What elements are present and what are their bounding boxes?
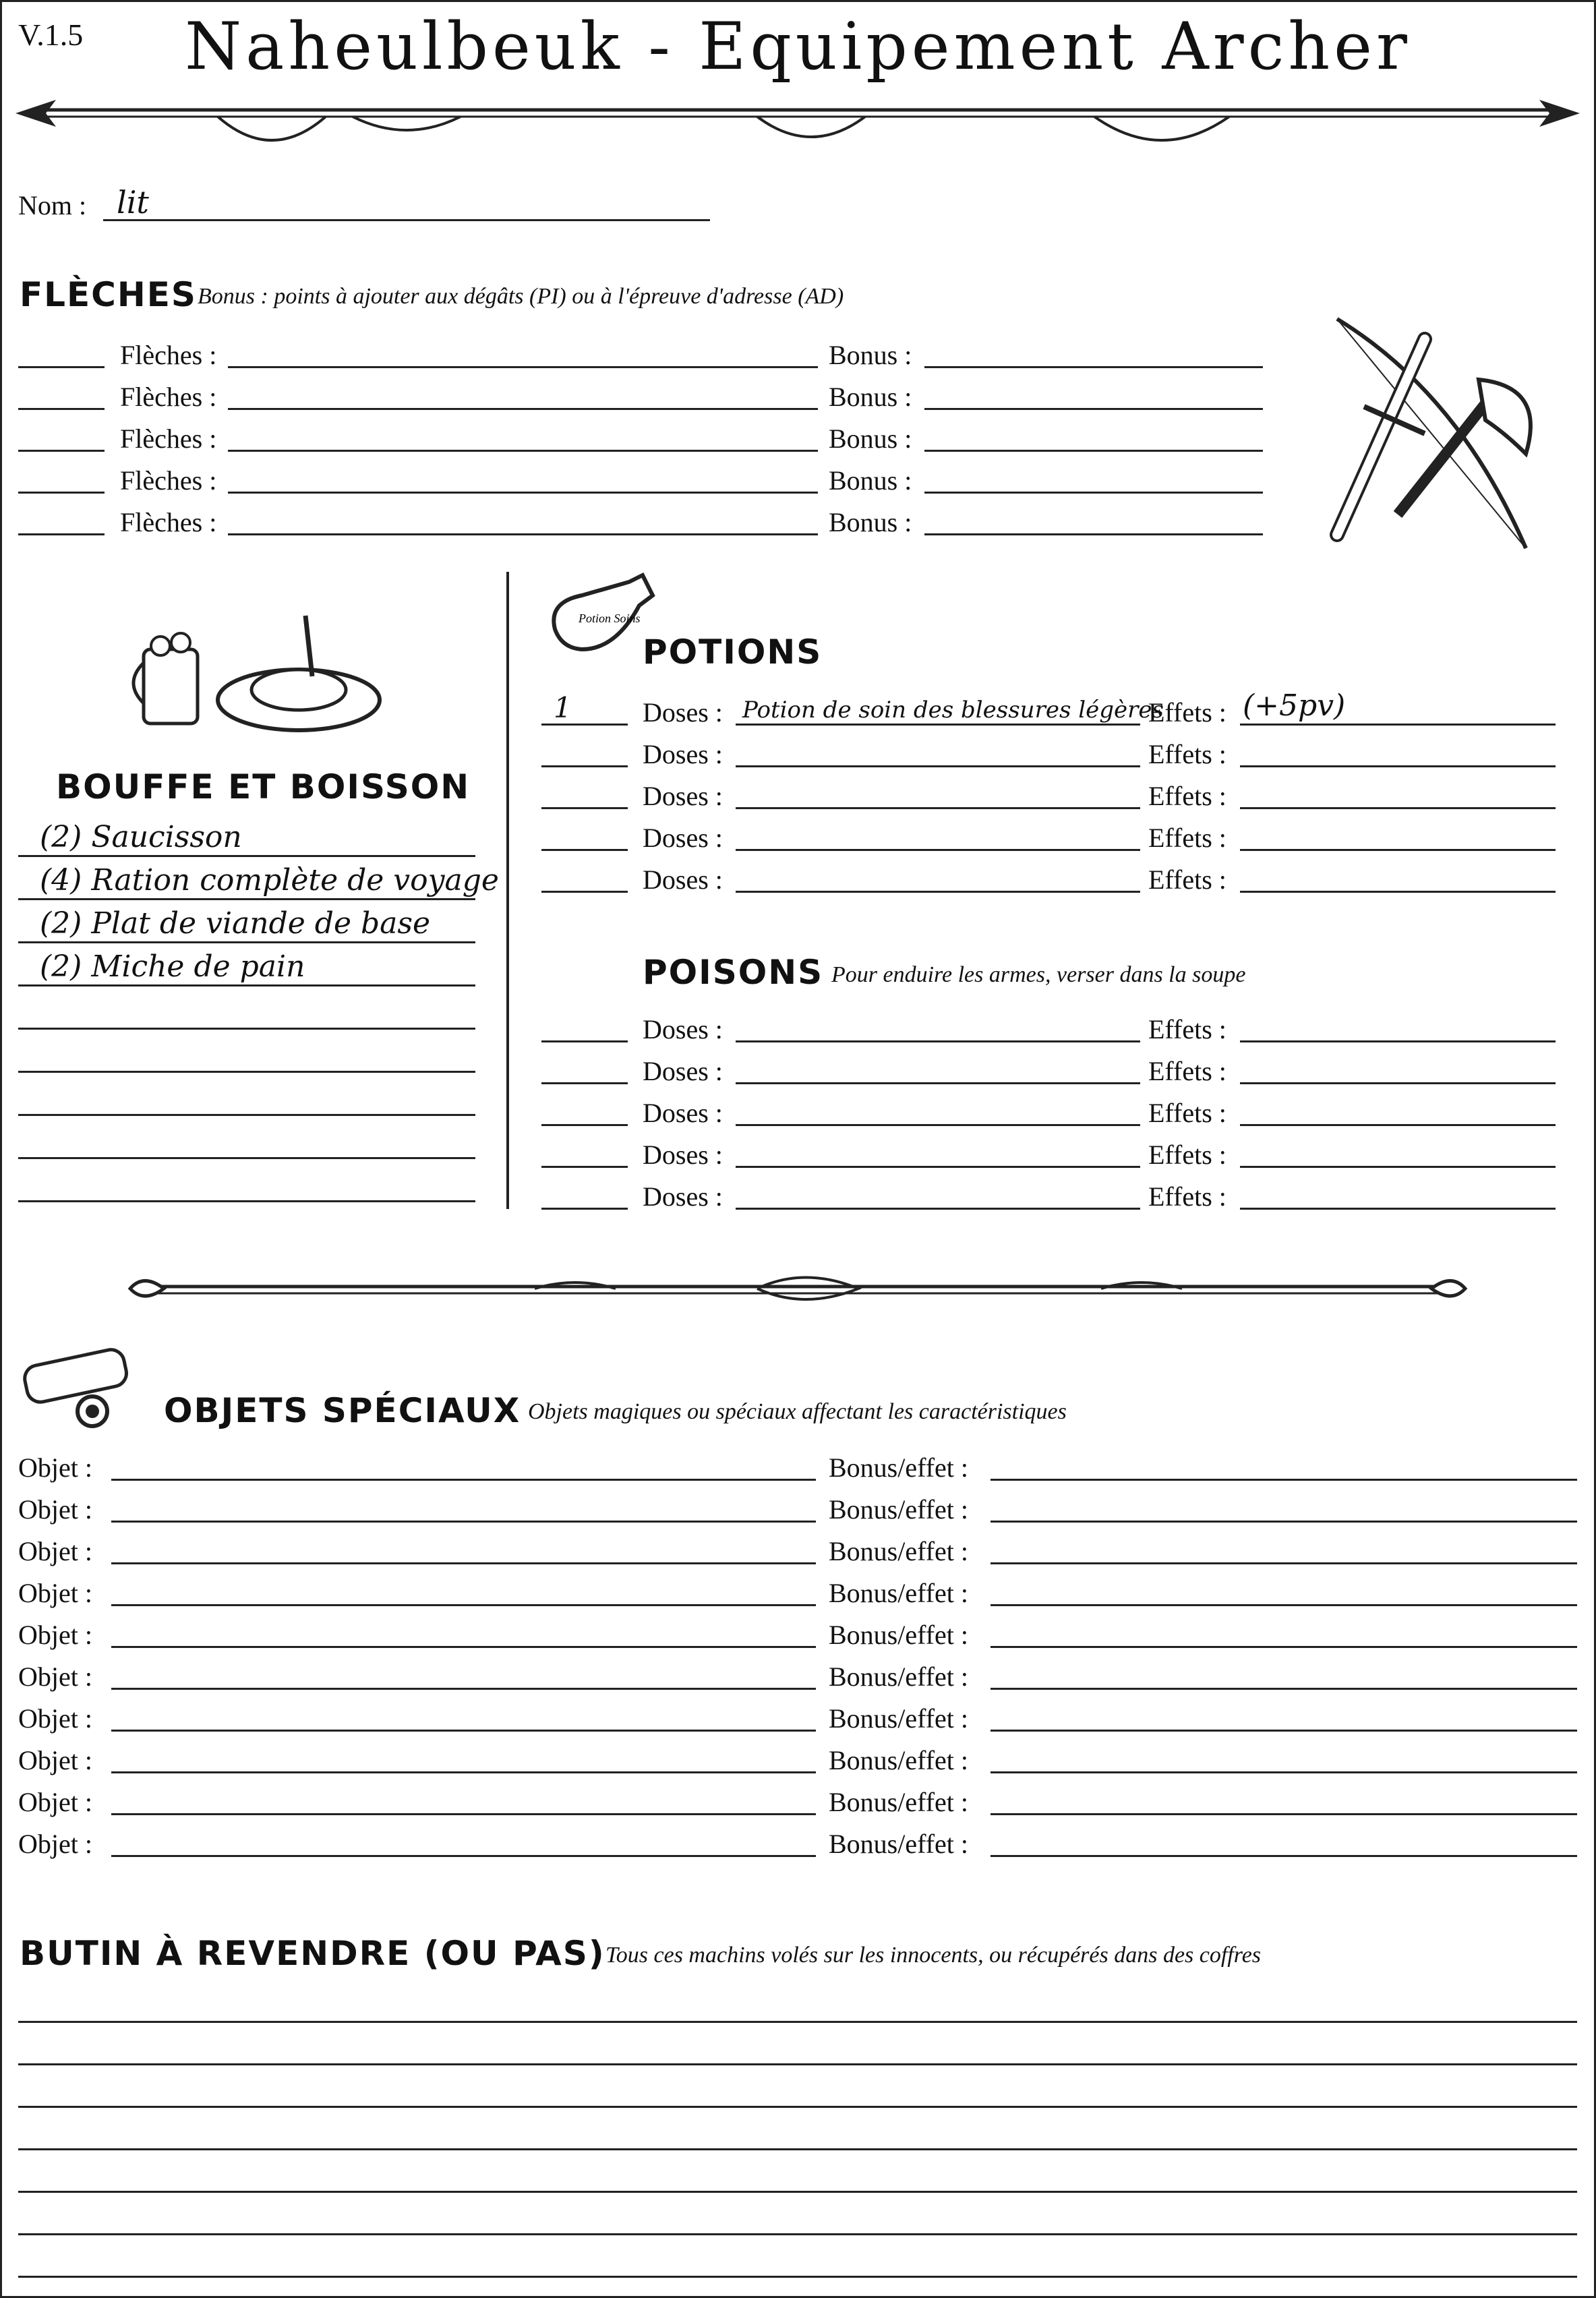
butin-line[interactable] — [18, 2021, 1577, 2023]
poisons-qty-field[interactable] — [541, 1082, 628, 1084]
potions-doses-label: Doses : — [643, 739, 723, 769]
poisons-effect-field[interactable] — [1240, 1166, 1556, 1168]
objet-field[interactable] — [111, 1771, 816, 1773]
fleches-name-field[interactable] — [228, 408, 818, 410]
fleches-label: Flèches : — [120, 423, 217, 454]
objet-field[interactable] — [111, 1730, 816, 1732]
fleches-name-field[interactable] — [228, 450, 818, 452]
objet-bonus-label: Bonus/effet : — [829, 1661, 969, 1692]
poisons-effets-label: Effets : — [1148, 1056, 1226, 1086]
poisons-doses-label: Doses : — [643, 1056, 723, 1086]
potions-doses-label: Doses : — [643, 864, 723, 895]
objet-label: Objet : — [18, 1787, 92, 1817]
bouffe-title: BOUFFE ET BOISSON — [56, 767, 471, 806]
fleches-qty-field[interactable] — [18, 533, 105, 535]
objet-bonus-field[interactable] — [991, 1688, 1577, 1690]
butin-line[interactable] — [18, 2148, 1577, 2150]
objet-label: Objet : — [18, 1536, 92, 1566]
poisons-name-field[interactable] — [736, 1166, 1140, 1168]
bouffe-line[interactable] — [18, 1157, 475, 1159]
potions-effets-label: Effets : — [1148, 781, 1226, 811]
fleches-bonus-label: Bonus : — [829, 340, 912, 370]
fleches-label: Flèches : — [120, 465, 217, 496]
fleches-label: Flèches : — [120, 382, 217, 412]
objet-bonus-label: Bonus/effet : — [829, 1494, 969, 1525]
objet-bonus-field[interactable] — [991, 1813, 1577, 1815]
poisons-effets-label: Effets : — [1148, 1140, 1226, 1170]
butin-line[interactable] — [18, 2233, 1577, 2235]
fleches-qty-field[interactable] — [18, 408, 105, 410]
poisons-qty-field[interactable] — [541, 1208, 628, 1210]
fleches-bonus-field[interactable] — [924, 408, 1263, 410]
poisons-effect-field[interactable] — [1240, 1082, 1556, 1084]
name-label: Nom : — [18, 190, 87, 220]
bouffe-line[interactable] — [18, 855, 475, 857]
bouffe-line[interactable] — [18, 898, 475, 900]
potions-name-field[interactable] — [736, 807, 1140, 809]
objet-label: Objet : — [18, 1578, 92, 1608]
page-title: Naheulbeuk - Equipement Archer — [185, 9, 1411, 84]
fleches-bonus-label: Bonus : — [829, 423, 912, 454]
potions-effect-field[interactable] — [1240, 849, 1556, 851]
objet-bonus-label: Bonus/effet : — [829, 1829, 969, 1859]
butin-title: BUTIN À REVENDRE (OU PAS) — [20, 1934, 605, 1973]
objet-bonus-label: Bonus/effet : — [829, 1620, 969, 1650]
poisons-title: POISONS — [643, 953, 824, 992]
bouffe-line[interactable] — [18, 941, 475, 943]
poisons-doses-label: Doses : — [643, 1098, 723, 1128]
potions-qty-field[interactable] — [541, 891, 628, 893]
potion-qty: 1 — [554, 691, 572, 724]
fleches-name-field[interactable] — [228, 492, 818, 494]
objet-field[interactable] — [111, 1813, 816, 1815]
poisons-subtitle: Pour enduire les armes, verser dans la soupe — [831, 962, 1246, 987]
bouffe-line[interactable] — [18, 1114, 475, 1116]
potions-title: POTIONS — [643, 632, 823, 672]
objet-field[interactable] — [111, 1521, 816, 1523]
food-illustration — [137, 609, 380, 744]
bouffe-entry: (2) Plat de viande de base — [40, 906, 430, 941]
poisons-name-field[interactable] — [736, 1082, 1140, 1084]
poisons-effect-field[interactable] — [1240, 1124, 1556, 1126]
potions-effets-label: Effets : — [1148, 739, 1226, 769]
objet-label: Objet : — [18, 1452, 92, 1483]
fleches-bonus-label: Bonus : — [829, 507, 912, 537]
column-divider — [506, 572, 509, 1209]
objet-label: Objet : — [18, 1829, 92, 1859]
bouffe-entry: (4) Ration complète de voyage — [40, 863, 499, 897]
potion-name: Potion de soin des blessures légères — [742, 697, 1164, 724]
objets-subtitle: Objets magiques ou spéciaux affectant les caractéristiques — [528, 1399, 1067, 1424]
objet-bonus-label: Bonus/effet : — [829, 1578, 969, 1608]
butin-line[interactable] — [18, 2191, 1577, 2193]
potions-qty-field[interactable] — [541, 807, 628, 809]
objet-label: Objet : — [18, 1620, 92, 1650]
butin-line[interactable] — [18, 2063, 1577, 2065]
objet-bonus-label: Bonus/effet : — [829, 1452, 969, 1483]
objet-field[interactable] — [111, 1479, 816, 1481]
fleches-bonus-label: Bonus : — [829, 465, 912, 496]
objet-field[interactable] — [111, 1562, 816, 1564]
fleches-qty-field[interactable] — [18, 450, 105, 452]
objet-label: Objet : — [18, 1494, 92, 1525]
objet-bonus-label: Bonus/effet : — [829, 1745, 969, 1775]
poisons-qty-field[interactable] — [541, 1040, 628, 1042]
potions-effect-field[interactable] — [1240, 724, 1556, 726]
objet-bonus-label: Bonus/effet : — [829, 1787, 969, 1817]
poisons-qty-field[interactable] — [541, 1124, 628, 1126]
arrow-ornament-top — [16, 90, 1580, 150]
potions-effect-field[interactable] — [1240, 765, 1556, 767]
staff-ornament — [130, 1263, 1465, 1310]
potions-effets-label: Effets : — [1148, 823, 1226, 853]
potions-name-field[interactable] — [736, 891, 1140, 893]
poisons-name-field[interactable] — [736, 1040, 1140, 1042]
fleches-qty-field[interactable] — [18, 492, 105, 494]
fleches-label: Flèches : — [120, 507, 217, 537]
objet-bonus-field[interactable] — [991, 1604, 1577, 1606]
potions-effect-field[interactable] — [1240, 807, 1556, 809]
bouffe-line[interactable] — [18, 1028, 475, 1030]
objet-field[interactable] — [111, 1604, 816, 1606]
poisons-name-field[interactable] — [736, 1208, 1140, 1210]
bouffe-entry: (2) Miche de pain — [40, 949, 305, 984]
potions-qty-field[interactable] — [541, 765, 628, 767]
poisons-effets-label: Effets : — [1148, 1181, 1226, 1212]
poisons-effect-field[interactable] — [1240, 1208, 1556, 1210]
fleches-subtitle: Bonus : points à ajouter aux dégâts (PI) ou à l'épreuve d'adresse (AD) — [198, 284, 844, 309]
bouffe-line[interactable] — [18, 1071, 475, 1073]
fleches-bonus-field[interactable] — [924, 533, 1263, 535]
potions-doses-label: Doses : — [643, 697, 723, 728]
poisons-doses-label: Doses : — [643, 1014, 723, 1044]
objet-bonus-field[interactable] — [991, 1521, 1577, 1523]
poisons-effets-label: Effets : — [1148, 1014, 1226, 1044]
fleches-name-field[interactable] — [228, 533, 818, 535]
poisons-effect-field[interactable] — [1240, 1040, 1556, 1042]
name-field[interactable] — [103, 219, 710, 221]
objet-field[interactable] — [111, 1855, 816, 1857]
butin-line[interactable] — [18, 2276, 1577, 2278]
name-value: lit — [117, 184, 149, 220]
potions-name-field[interactable] — [736, 849, 1140, 851]
fleches-bonus-field[interactable] — [924, 450, 1263, 452]
potions-qty-field[interactable] — [541, 849, 628, 851]
objet-label: Objet : — [18, 1745, 92, 1775]
objet-bonus-field[interactable] — [991, 1771, 1577, 1773]
bouffe-line[interactable] — [18, 984, 475, 986]
potion-effect: (+5pv) — [1243, 688, 1346, 723]
fleches-bonus-label: Bonus : — [829, 382, 912, 412]
objet-field[interactable] — [111, 1646, 816, 1648]
potions-name-field[interactable] — [736, 724, 1140, 726]
poisons-qty-field[interactable] — [541, 1166, 628, 1168]
objet-label: Objet : — [18, 1661, 92, 1692]
potions-effets-label: Effets : — [1148, 864, 1226, 895]
objet-label: Objet : — [18, 1703, 92, 1734]
potions-effect-field[interactable] — [1240, 891, 1556, 893]
version-label: V.1.5 — [18, 18, 84, 52]
butin-subtitle: Tous ces machins volés sur les innocents, ou récupérés dans des coffres — [605, 1943, 1262, 1968]
fleches-title: FLÈCHES — [20, 275, 197, 314]
objet-field[interactable] — [111, 1688, 816, 1690]
fleches-name-field[interactable] — [228, 366, 818, 368]
potions-doses-label: Doses : — [643, 823, 723, 853]
bottle-label: Potion Soins — [579, 612, 641, 625]
fleches-qty-field[interactable] — [18, 366, 105, 368]
bouffe-entry: (2) Saucisson — [40, 820, 242, 854]
objet-bonus-field[interactable] — [991, 1646, 1577, 1648]
objet-bonus-field[interactable] — [991, 1479, 1577, 1481]
fleches-label: Flèches : — [120, 340, 217, 370]
objets-title: OBJETS SPÉCIAUX — [164, 1391, 521, 1430]
potions-effets-label: Effets : — [1148, 697, 1226, 728]
poisons-name-field[interactable] — [736, 1124, 1140, 1126]
poisons-doses-label: Doses : — [643, 1140, 723, 1170]
objet-bonus-label: Bonus/effet : — [829, 1536, 969, 1566]
potions-doses-label: Doses : — [643, 781, 723, 811]
objet-bonus-field[interactable] — [991, 1562, 1577, 1564]
poisons-doses-label: Doses : — [643, 1181, 723, 1212]
fleches-bonus-field[interactable] — [924, 366, 1263, 368]
butin-line[interactable] — [18, 2106, 1577, 2108]
scroll-ring-illustration — [18, 1344, 167, 1438]
potions-name-field[interactable] — [736, 765, 1140, 767]
objet-bonus-field[interactable] — [991, 1730, 1577, 1732]
objet-bonus-label: Bonus/effet : — [829, 1703, 969, 1734]
fleches-bonus-field[interactable] — [924, 492, 1263, 494]
bouffe-line[interactable] — [18, 1200, 475, 1202]
crossed-weapons-illustration — [1324, 312, 1566, 555]
objet-bonus-field[interactable] — [991, 1855, 1577, 1857]
poisons-effets-label: Effets : — [1148, 1098, 1226, 1128]
